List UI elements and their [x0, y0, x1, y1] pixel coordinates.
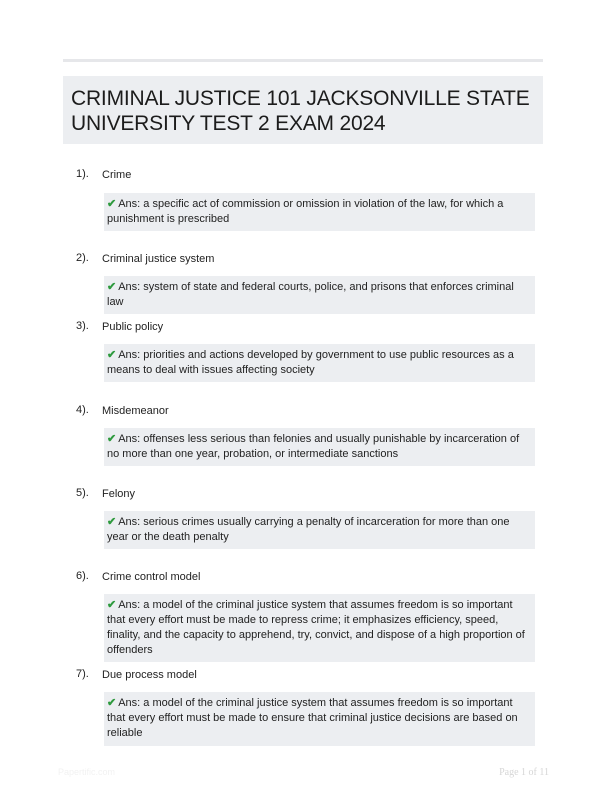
question-number: 1).: [76, 168, 89, 180]
check-icon: ✔: [107, 697, 117, 709]
check-icon: ✔: [107, 198, 117, 210]
question-term: Criminal justice system: [102, 253, 215, 265]
footer-source: Papertific.com: [58, 767, 116, 777]
answer-box: [104, 594, 535, 662]
answer-box: [104, 692, 535, 746]
question-term: Crime control model: [102, 571, 201, 583]
question-number: 5).: [76, 487, 89, 499]
top-divider: [63, 59, 543, 62]
question-term: Public policy: [102, 321, 164, 333]
answer-text: Ans: serious crimes usually carrying a penalty of incarceration for more than one year or the death penalty: [107, 516, 510, 543]
question-number: 6).: [76, 570, 89, 582]
check-icon: ✔: [107, 281, 117, 293]
answer-box: [104, 428, 535, 466]
answer-text: Ans: priorities and actions developed by government to use public resources as a means to deal with issues affecting society: [107, 349, 514, 376]
question-term: Due process model: [102, 669, 197, 681]
check-icon: ✔: [107, 433, 117, 445]
question-number: 3).: [76, 320, 89, 332]
answer-box: [104, 193, 535, 231]
answer-box: [104, 276, 535, 314]
check-icon: ✔: [107, 599, 117, 611]
answer-box: [104, 344, 535, 382]
answer-text: Ans: a model of the criminal justice system that assumes freedom is so important that every effort must be made to repress crime; it emphasizes efficiency, speed, finality, and the capacity to apprehend, try, convict, and dispose of a high proportion of offenders: [107, 599, 525, 656]
question-number: 4).: [76, 404, 89, 416]
answer-text: Ans: a specific act of commission or omission in violation of the law, for which a punishment is prescribed: [107, 198, 504, 225]
question-term: Misdemeanor: [102, 405, 169, 417]
answer-box: [104, 511, 535, 549]
check-icon: ✔: [107, 516, 117, 528]
document-title: CRIMINAL JUSTICE 101 JACKSONVILLE STATE UNIVERSITY TEST 2 EXAM 2024: [71, 87, 530, 135]
question-term: Felony: [102, 488, 136, 500]
answer-text: Ans: system of state and federal courts, police, and prisons that enforces criminal law: [107, 281, 514, 308]
answer-text: Ans: offenses less serious than felonies and usually punishable by incarceration of no more than one year, probation, or intermediate sanctions: [107, 433, 520, 460]
question-number: 7).: [76, 668, 89, 680]
title-banner: [63, 76, 543, 144]
question-number: 2).: [76, 252, 89, 264]
page-number: Page 1 of 11: [499, 767, 549, 778]
question-term: Crime: [102, 169, 132, 181]
check-icon: ✔: [107, 349, 117, 361]
answer-text: Ans: a model of the criminal justice system that assumes freedom is so important that every effort must be made to ensure that criminal justice decisions are based on reliable: [107, 697, 518, 739]
